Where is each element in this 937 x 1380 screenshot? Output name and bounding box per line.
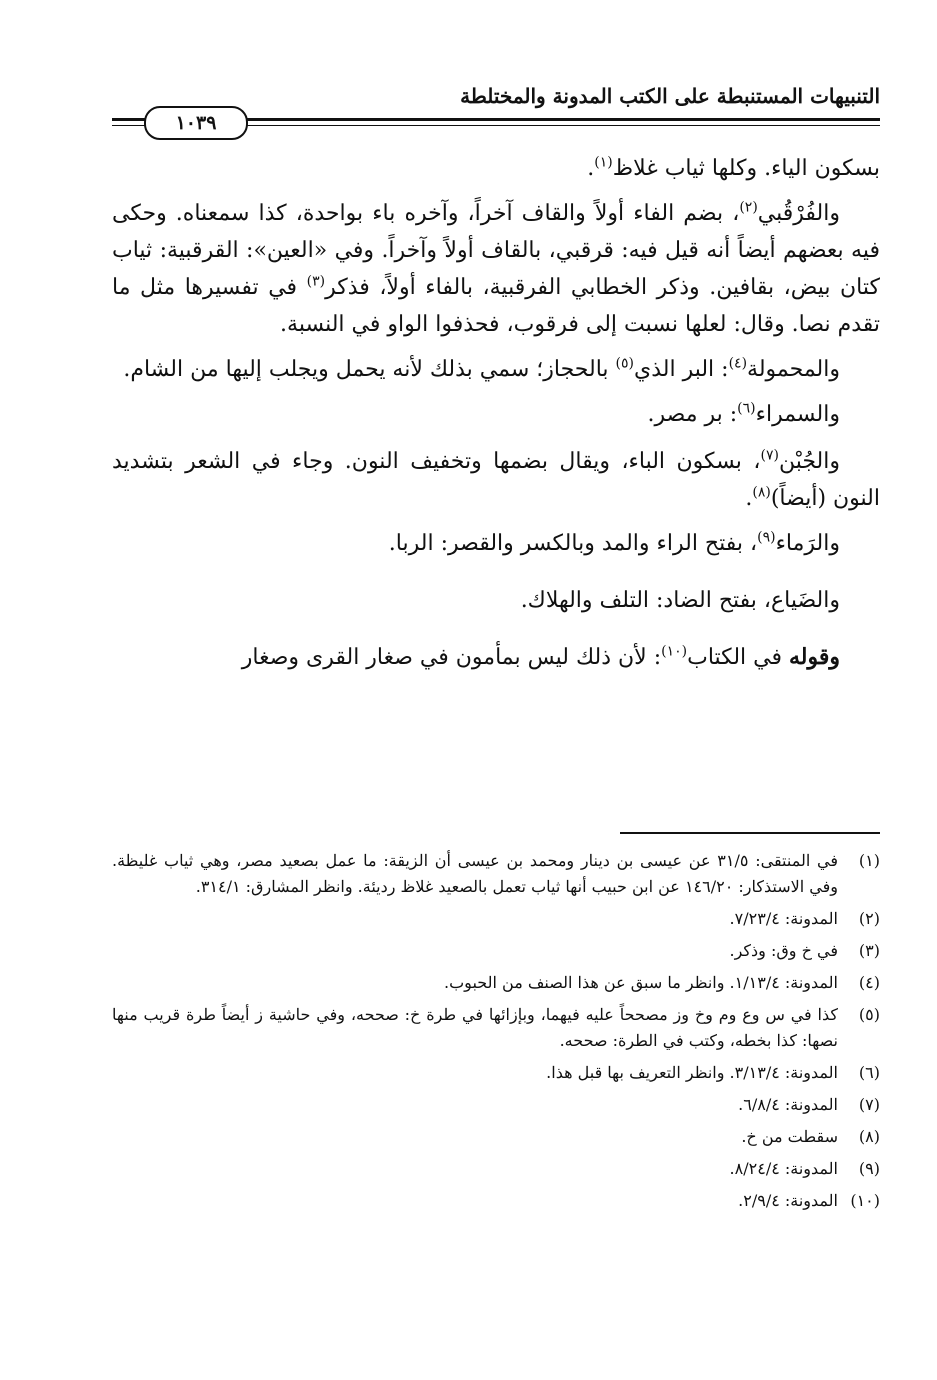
- footnote-number: (٦): [858, 1063, 880, 1082]
- footnote-text: المدونة: ٨/٢٤/٤.: [729, 1159, 838, 1178]
- footnote-text: المدونة: ٦/٨/٤.: [738, 1095, 838, 1114]
- footnote-number: (٢): [858, 909, 880, 928]
- paragraph: [112, 396, 880, 433]
- footnote: [112, 1188, 880, 1214]
- paragraph-text: والفُرْقُبي: [757, 201, 840, 226]
- paragraph-text: ، بضم الفاء أولاً والقاف آخراً، وآخره باء بواحدة، كذا سمعناه. وحكى فيه بعضهم أيضاً أنه قيل فيه: قرقبي، بالقاف أولاً وآخراً. وفي «العين»: القرقبية: ثياب كتان بيض، بقافين. وذكر الخطابي الفرقبية، بالفاء أولاً، فذكر: [112, 201, 880, 300]
- paragraph-text: .: [745, 486, 753, 511]
- paragraph-text: : البر الذي: [634, 357, 729, 382]
- footnote-text: المدونة: ٢/٩/٤.: [738, 1191, 838, 1210]
- paragraph-text: : لأن ذلك ليس بمأمون في صغار القرى وصغار: [241, 645, 662, 670]
- running-title: التنبيهات المستنبطة على الكتب المدونة والمختلطة: [460, 84, 880, 108]
- paragraph-text: والضَياع، بفتح الضاد: التلف والهلاك.: [520, 588, 840, 613]
- footnote-number: (٨): [858, 1127, 880, 1146]
- footnote-number: (١): [858, 851, 880, 870]
- footnote-number: (٤): [858, 973, 880, 992]
- footnote: [112, 970, 880, 996]
- footnote-reference: (٢): [739, 199, 758, 216]
- footnote-text: سقطت من خ.: [741, 1127, 838, 1146]
- footnote-reference: (٧): [760, 447, 779, 464]
- paragraph-text: في الكتاب: [687, 645, 789, 670]
- footnote: [112, 1060, 880, 1086]
- footnote-reference: (٤): [728, 355, 748, 372]
- footnote-reference: (٩): [757, 529, 776, 546]
- footnote-reference: (١٠): [661, 643, 688, 660]
- footnote-number: (٣): [858, 941, 880, 960]
- footnote-separator: [620, 832, 880, 834]
- paragraph-text: : بر مصر.: [647, 402, 738, 427]
- footnote-text: المدونة: ٧/٢٣/٤.: [729, 909, 838, 928]
- footnote: [112, 906, 880, 932]
- page-number: ١٠٣٩: [175, 112, 217, 134]
- footnote-number: (٥): [858, 1005, 880, 1024]
- footnotes: [112, 848, 880, 1220]
- footnote: [112, 1092, 880, 1118]
- footnote-text: في خ وق: وذكر.: [729, 941, 838, 960]
- footnote-text: المدونة: ٣/١٣/٤. وانظر التعريف بها قبل هذا.: [546, 1063, 838, 1082]
- footnote-number: (١٠): [850, 1191, 880, 1210]
- paragraph: [112, 525, 880, 562]
- paragraph-text: والمحمولة: [747, 357, 840, 382]
- paragraph-text: والجُبْن: [778, 449, 840, 474]
- paragraph-text: ، بسكون الباء، ويقال بضمها وتخفيف النون. وجاء في الشعر بتشديد النون (أيضاً): [112, 449, 880, 511]
- paragraph-text: والسمراء: [755, 402, 840, 427]
- main-text: [112, 150, 880, 684]
- footnote-reference: (٣): [306, 273, 326, 290]
- footnote-text: في المنتقى: ٣١/٥ عن عيسى بن دينار ومحمد بن عيسى أن الزيقة: ما عمل بصعيد مصر، وهي ثياب غليظة. وفي الاستذكار: ١٤٦/٢٠ عن ابن حبيب أنها ثياب تعمل بالصعيد غلاظ رديئة. وانظر المشارق: ٣١٤/١.: [112, 851, 839, 896]
- paragraph-text: ، بفتح الراء والمد وبالكسر والقصر: الربا.: [388, 531, 758, 556]
- footnote: [112, 1002, 880, 1054]
- bold-text: وقوله: [788, 644, 840, 670]
- paragraph: [112, 443, 880, 517]
- footnote: [112, 938, 880, 964]
- footnote-reference: (٨): [752, 484, 771, 501]
- footnote-text: المدونة: ١/١٣/٤. وانظر ما سبق عن هذا الصنف من الحبوب.: [444, 973, 838, 992]
- paragraph-text: بسكون الياء. وكلها ثياب غلاظ: [612, 156, 880, 181]
- page-number-badge: [144, 106, 248, 140]
- footnote-reference: (٦): [737, 400, 756, 417]
- footnote-number: (٧): [858, 1095, 880, 1114]
- page-header: [112, 84, 880, 134]
- footnote-number: (٩): [858, 1159, 880, 1178]
- paragraph-text: والرَماء: [775, 531, 840, 556]
- footnote-text: كذا في س وع وم وخ وز مصححاً عليه فيهما، وبإزائها في طرة خ: صححه، وفي حاشية ز أيضاً طرة قريب منها نصها: كذا بخطه، وكتب في الطرة: صححه.: [112, 1005, 838, 1050]
- footnote: [112, 848, 880, 900]
- paragraph-text: بالحجاز؛ سمي بذلك لأنه يحمل ويجلب إليها من الشام.: [123, 357, 616, 382]
- footnote: [112, 1124, 880, 1150]
- paragraph: [112, 150, 880, 187]
- paragraph: [112, 195, 880, 343]
- footnote-reference: (١): [594, 154, 613, 171]
- paragraph-text: في تفسيرها مثل ما تقدم نصا. وقال: لعلها نسبت إلى فرقوب، فحذفوا الواو في النسبة.: [112, 275, 880, 337]
- paragraph: [112, 639, 880, 676]
- paragraph: [112, 351, 880, 388]
- paragraph-text: .: [587, 156, 595, 181]
- footnote-reference: (٥): [615, 355, 634, 372]
- paragraph: [112, 582, 880, 619]
- footnote: [112, 1156, 880, 1182]
